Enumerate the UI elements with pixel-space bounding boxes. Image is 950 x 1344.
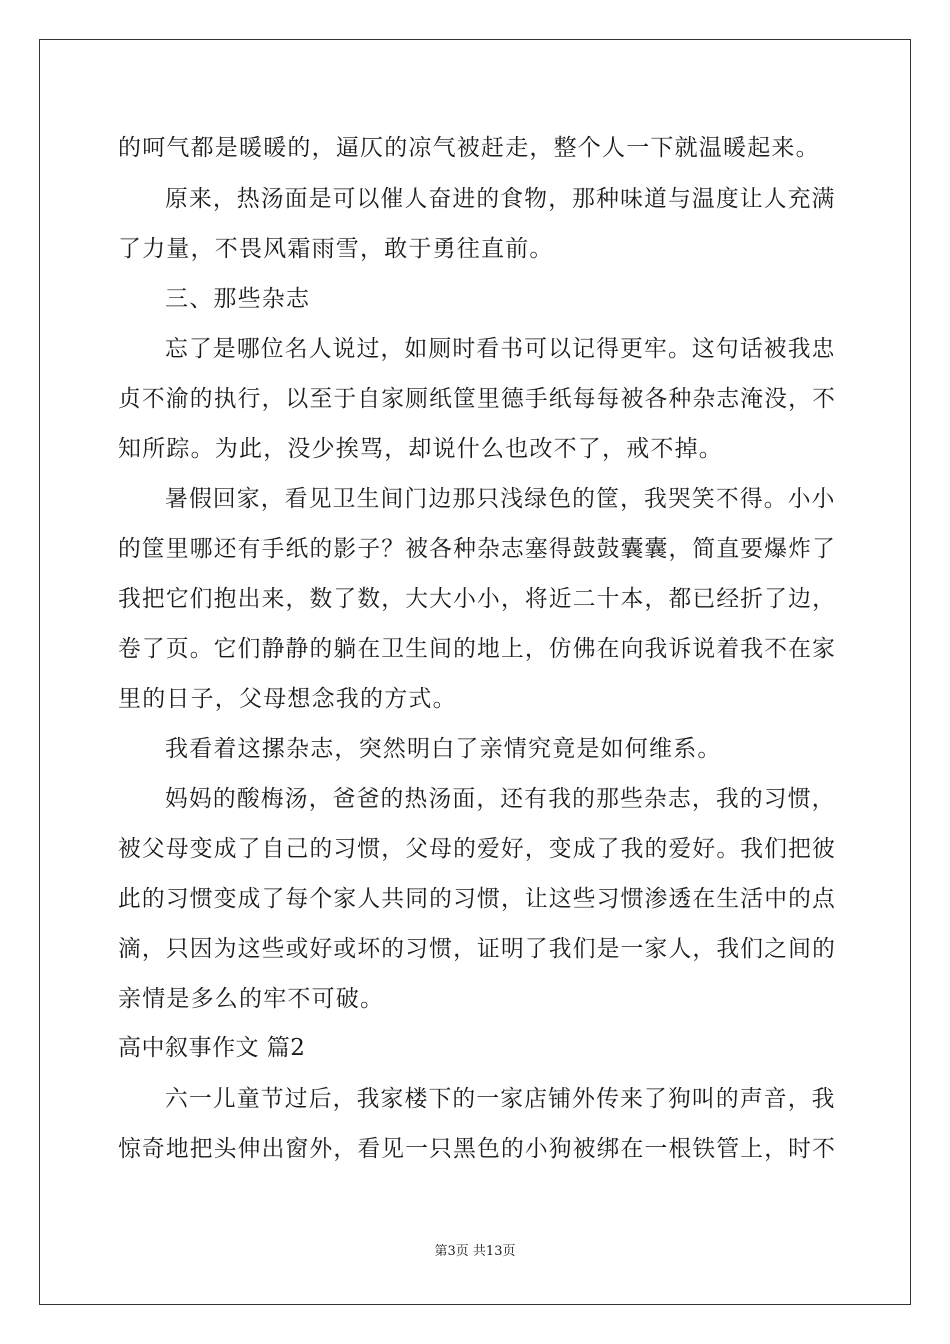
text-line: 此的习惯变成了每个家人共同的习惯，让这些习惯渗透在生活中的点 — [118, 886, 837, 912]
text-line: 惊奇地把头伸出窗外，看见一只黑色的小狗被绑在一根铁管上，时不 — [118, 1136, 837, 1162]
section-heading: 三、那些杂志 — [165, 286, 311, 312]
text-line: 的筐里哪还有手纸的影子？被各种杂志塞得鼓鼓囊囊，简直要爆炸了 — [118, 536, 837, 562]
page-number-footer: 第3页 共13页 — [434, 1244, 516, 1259]
page-border — [39, 39, 911, 1305]
paragraph-line: 六一儿童节过后，我家楼下的一家店铺外传来了狗叫的声音，我 — [165, 1086, 836, 1112]
paragraph-line: 妈妈的酸梅汤，爸爸的热汤面，还有我的那些杂志，我的习惯， — [165, 786, 836, 812]
paragraph-line: 原来，热汤面是可以催人奋进的食物，那种味道与温度让人充满 — [165, 186, 836, 212]
text-line: 亲情是多么的牢不可破。 — [118, 986, 385, 1012]
text-line: 我把它们抱出来，数了数，大大小小，将近二十本，都已经折了边， — [118, 586, 837, 612]
text-line: 贞不渝的执行，以至于自家厕纸筐里德手纸每每被各种杂志淹没，不 — [118, 386, 837, 412]
text-line: 的呵气都是暖暖的，逼仄的凉气被赶走，整个人一下就温暖起来。 — [118, 135, 820, 161]
paragraph-line: 忘了是哪位名人说过，如厕时看书可以记得更牢。这句话被我忠 — [165, 336, 836, 362]
text-line: 滴，只因为这些或好或坏的习惯，证明了我们是一家人，我们之间的 — [118, 936, 837, 962]
text-line: 卷了页。它们静静的躺在卫生间的地上，仿佛在向我诉说着我不在家 — [118, 636, 837, 662]
text-line: 里的日子，父母想念我的方式。 — [118, 686, 457, 712]
text-line: 知所踪。为此，没少挨骂，却说什么也改不了，戒不掉。 — [118, 436, 723, 462]
text-line: 了力量，不畏风霜雨雪，敢于勇往直前。 — [118, 236, 554, 262]
paragraph-line: 暑假回家，看见卫生间门边那只浅绿色的筐，我哭笑不得。小小 — [165, 486, 836, 512]
article-title: 高中叙事作文 篇2 — [118, 1035, 306, 1061]
paragraph-line: 我看着这摞杂志，突然明白了亲情究竟是如何维系。 — [165, 736, 722, 762]
text-line: 被父母变成了自己的习惯，父母的爱好，变成了我的爱好。我们把彼 — [118, 836, 837, 862]
